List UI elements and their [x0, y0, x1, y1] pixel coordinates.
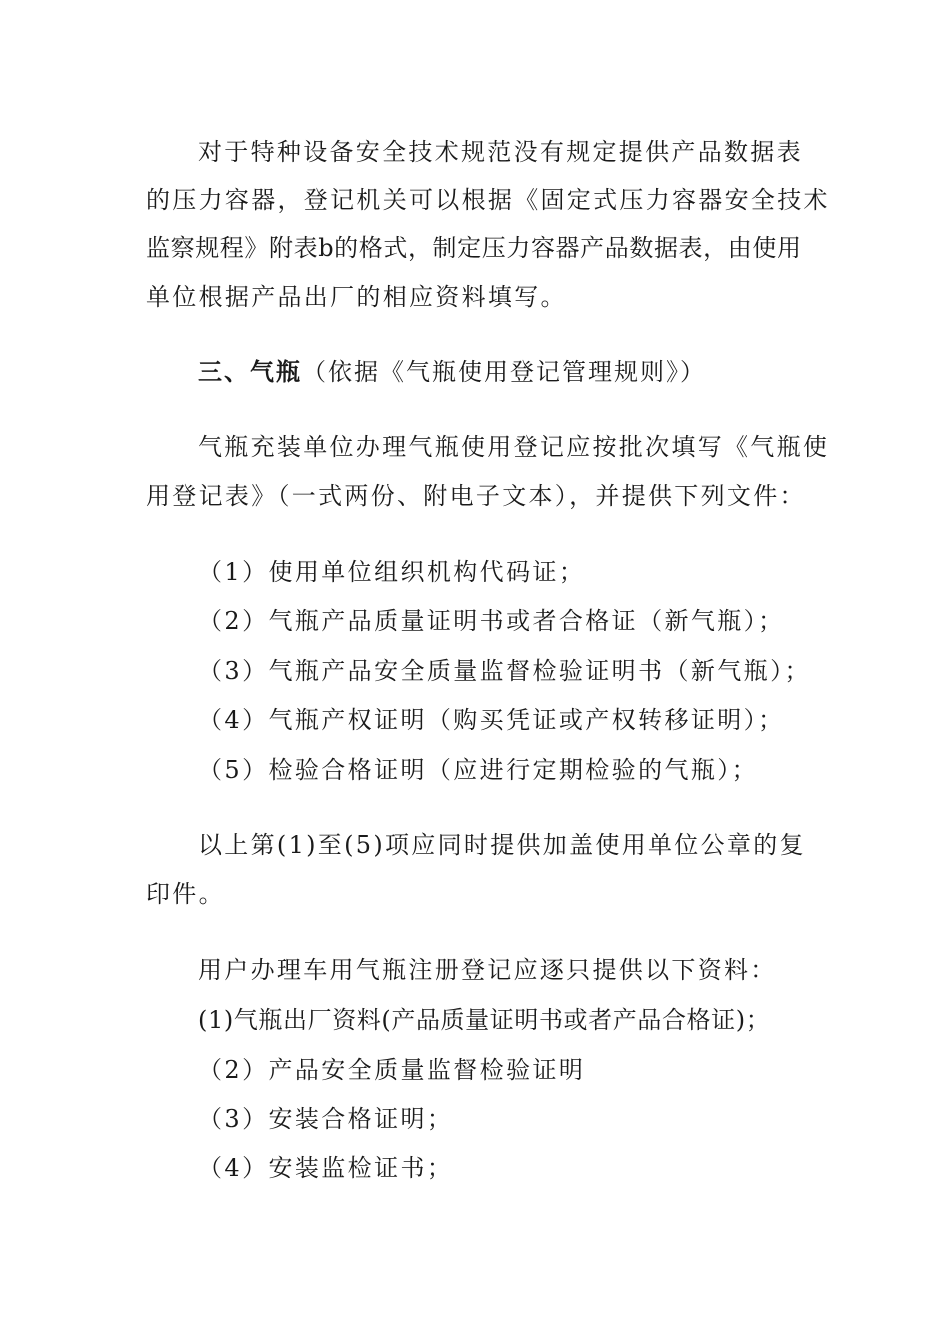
paragraph-1-line-4: 单位根据产品出厂的相应资料填写。	[146, 283, 567, 311]
list-1-item-5: （5）检验合格证明（应进行定期检验的气瓶）；	[198, 756, 759, 784]
list-1-item-1: （1）使用单位组织机构代码证；	[198, 558, 586, 586]
section-heading-title: 三、气瓶	[198, 357, 302, 386]
paragraph-2-line-2: 用登记表》（一式两份、附电子文本），并提供下列文件：	[146, 482, 806, 510]
paragraph-1-line-2: 的压力容器，登记机关可以根据《固定式压力容器安全技术	[146, 186, 830, 214]
paragraph-1-line-1: 对于特种设备安全技术规范没有规定提供产品数据表	[198, 138, 803, 166]
section-heading	[198, 356, 863, 388]
list-1-item-4: （4）气瓶产权证明（购买凭证或产权转移证明）；	[198, 706, 785, 734]
paragraph-2-line-1: 气瓶充装单位办理气瓶使用登记应按批次填写《气瓶使	[198, 433, 830, 461]
paragraph-3-line-1: 以上第(1)至(5)项应同时提供加盖使用单位公章的复	[198, 831, 806, 859]
list-2-item-3: （3）安装合格证明；	[198, 1105, 454, 1133]
list-2-item-4: （4）安装监检证书；	[198, 1154, 454, 1182]
list-1-item-3: （3）气瓶产品安全质量监督检验证明书（新气瓶）；	[198, 657, 811, 685]
list-1-item-2: （2）气瓶产品质量证明书或者合格证（新气瓶）；	[198, 607, 785, 635]
list-2-item-2: （2）产品安全质量监督检验证明	[198, 1056, 586, 1084]
section-heading-note: （依据《气瓶使用登记管理规则》）	[302, 358, 706, 386]
paragraph-4-line-1: 用户办理车用气瓶注册登记应逐只提供以下资料：	[198, 956, 777, 984]
list-2-item-1: (1)气瓶出厂资料(产品质量证明书或者产品合格证)；	[198, 1006, 771, 1034]
paragraph-3-line-2: 印件。	[146, 880, 225, 908]
paragraph-1-line-3: 监察规程》附表b的格式，制定压力容器产品数据表，由使用	[146, 234, 802, 262]
